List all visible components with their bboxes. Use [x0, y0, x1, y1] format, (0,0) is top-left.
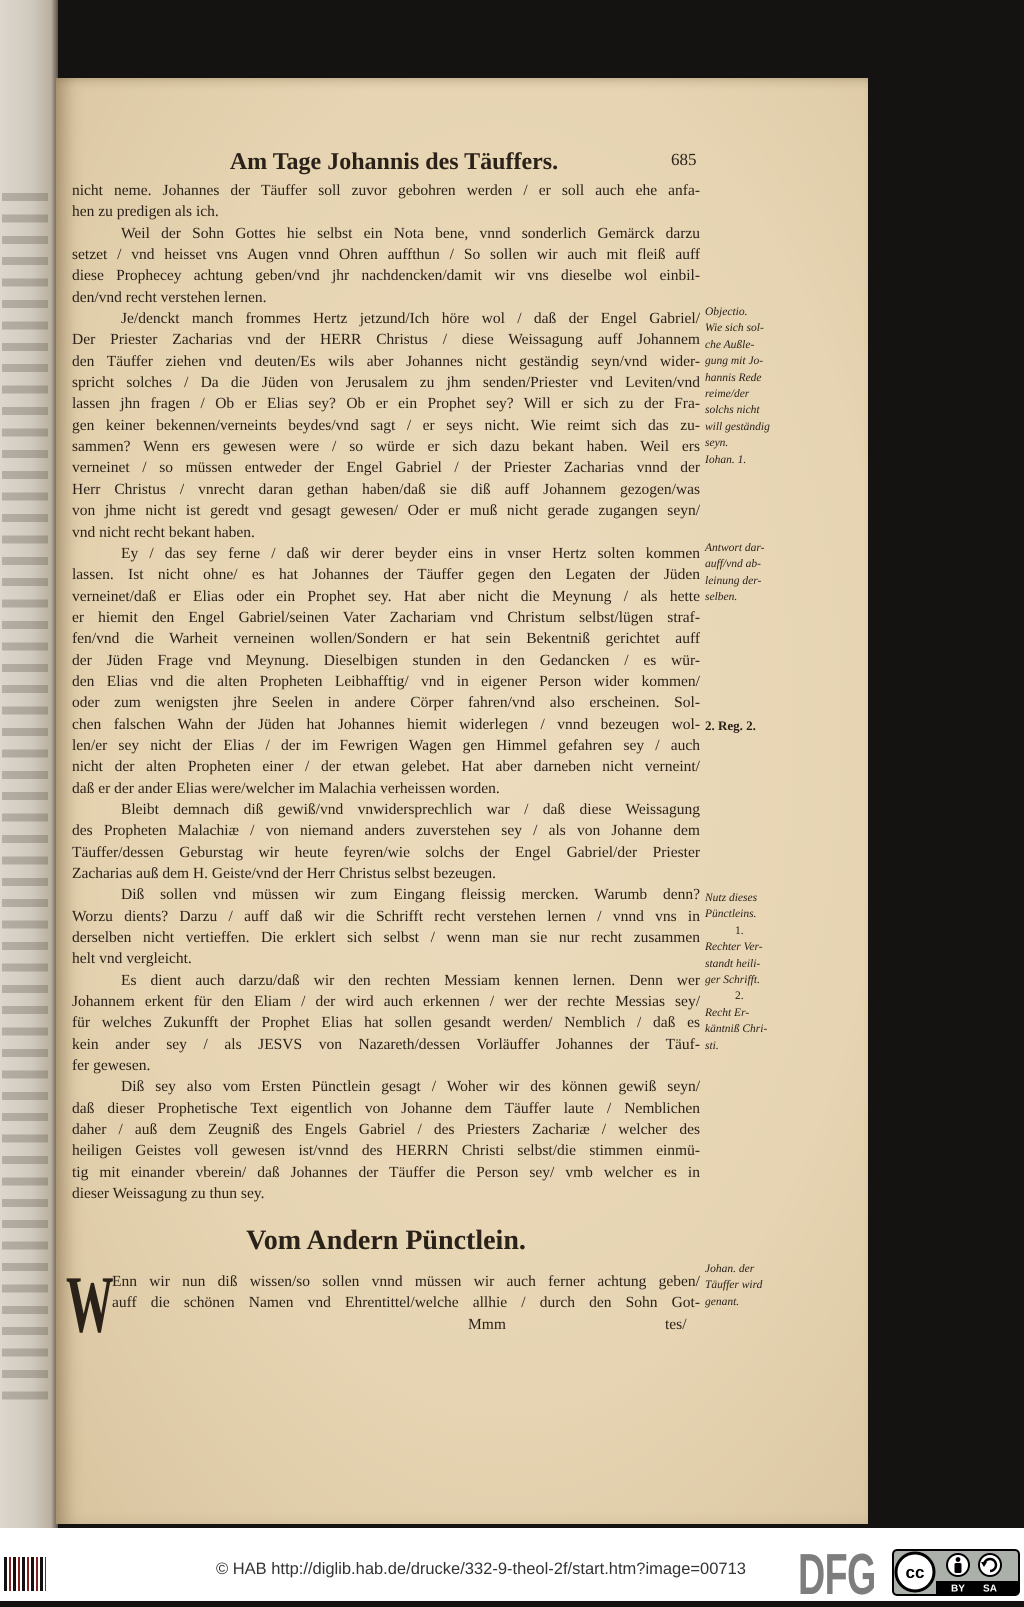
text-line: daß dieser Prophetische Text eigentlich von Johanne dem Täuffer laute / Nemblichen: [72, 1099, 700, 1117]
margin-note-reference: 2. Reg. 2.: [705, 718, 756, 733]
page-number: 685: [671, 150, 697, 169]
text-line: von jhme nicht ist geredt vnd gesagt gewesen/ Oder er muß nicht gerade zugangen seyn/: [72, 502, 700, 520]
text-line: Bleibt demnach diß gewiß/vnd vnwidersprechlich war / daß diese Weissagung: [121, 800, 700, 818]
text-line: nicht der alten Propheten einer / der etwan gelebet. Hat aber darneben nicht verneint/: [72, 758, 700, 776]
drop-cap: W: [66, 1260, 114, 1351]
text-line: spricht solches / Da die Jüden von Jerusalem zu jhm senden/Priester vnd Leviten/vnd: [72, 374, 700, 392]
margin-note-line: will geständig: [705, 420, 770, 433]
text-line: Zacharias auß dem H. Geiste/vnd der Herr Christus selbst bezeugen.: [72, 865, 496, 882]
text-line: Johannem erkent für den Eliam / der wird auch erkennen / wer der rechte Messias sey/: [72, 993, 700, 1011]
text-line: Diß sollen vnd müssen wir zum Eingang fleissig mercken. Warumb denn?: [121, 886, 700, 904]
section-text: [112, 1271, 700, 1314]
text-line: oder zum wenigsten jhre Seelen in andere Cörper fahren/vnd also erscheinen. Sol-: [72, 694, 700, 712]
text-line: helt vnd vergleicht.: [72, 950, 192, 968]
adjacent-page-edge: [0, 0, 58, 1528]
license-by-label: BY: [951, 1583, 965, 1595]
margin-note-line: käntniß Chri-: [705, 1023, 768, 1036]
text-line: für welches Zukunfft der Prophet Elias hat sollen gesandt werden/ Nemblich / daß es: [72, 1014, 700, 1032]
book-page: [56, 78, 868, 1524]
text-line: Weil der Sohn Gottes hie selbst ein Nota bene, vnnd sonderlich Gemärck darzu: [121, 224, 700, 242]
margin-note-use: [705, 890, 801, 1054]
viewer-footer: [0, 1528, 1024, 1607]
signature-mark: Mmm: [468, 1316, 506, 1333]
margin-note-line: hannis Rede: [705, 371, 762, 384]
margin-note-line: solchs nicht: [705, 404, 760, 417]
text-line: heiligen Geistes voll gewesen ist/vnnd des HERRN Christi selbst/die stimmen einmü-: [72, 1142, 700, 1160]
text-line: gen keiner bekennen/verneints beydes/vnd sagt / er seys nicht. Wie reimt sich das zu-: [72, 416, 700, 434]
margin-note-line: Recht Er-: [705, 1006, 750, 1019]
person-icon-body: [955, 1563, 962, 1573]
section-heading: Vom Andern Pünctlein.: [246, 1225, 526, 1256]
text-line: fen/vnd die Warheit verneinen wollen/Sondern er hat sein Bekentniß gerichtet auff: [72, 630, 700, 648]
text-line: kein ander sey / als JESVS von Nazareth/dessen Vorläuffer Johannes der Täuf-: [72, 1035, 700, 1053]
badge-label-strip: [936, 1581, 1018, 1594]
person-icon-head: [956, 1557, 961, 1562]
text-line: Enn wir nun diß wissen/so sollen vnnd müssen wir auch ferner achtung geben/: [112, 1273, 700, 1290]
margin-note-answer: [705, 540, 801, 606]
margin-note-line: Pünctleins.: [705, 908, 757, 921]
margin-note-line: Objectio.: [705, 306, 748, 318]
text-line: auff die schönen Namen vnd Ehrentittel/welche allhie / durch den Sohn Got-: [112, 1294, 700, 1312]
text-line: len/er sey nicht der Elias / der im Fewrigen Wagen gen Himmel gefahren sey / auch: [72, 736, 700, 754]
text-line: setzet / vnd heisset vns Augen vnnd Ohren auffthun / So sollen wir auch mit fleiß auff: [72, 246, 700, 264]
cc-icon-label: cc: [905, 1563, 925, 1582]
text-line: den Elias vnd die alten Propheten Leibhafftig/ vnd in eigener Person wider kommen/: [72, 672, 700, 690]
barcode-logo-icon: [4, 1557, 46, 1591]
text-line: den Täuffer ziehen vnd deuten/Es wils aber Johannes nicht geständig seyn/vnd wider-: [72, 352, 700, 370]
margin-note-line: genant.: [705, 1295, 740, 1308]
margin-note-number: 2.: [735, 990, 744, 1003]
adjacent-page-text-fragments: [2, 186, 48, 1406]
text-line: tig mit einander vberein/ daß Johannes der Täuffer die Person sey/ vmb welcher es in: [72, 1163, 700, 1181]
margin-note-line: ger Schrifft.: [705, 974, 760, 987]
text-line: daher / auß dem Zeugniß des Engels Gabriel / des Priesters Zachariæ / welcher des: [72, 1121, 700, 1139]
text-line: Herr Christus / vnrecht daran gethan haben/daß sie diß auff Johannem gezogen/was: [72, 480, 700, 498]
text-line: Ey / das sey ferne / daß wir derer beyder eins in vnser Hertz solten kommen: [121, 544, 700, 562]
text-line: vnd nicht recht bekant haben.: [72, 523, 255, 541]
margin-note-line: Johan. der: [705, 1263, 755, 1275]
text-line: Je/denckt manch frommes Hertz jetzund/Ich höre wol / daß der Engel Gabriel/: [121, 310, 700, 328]
text-line: diese Prophecey achtung geben/vnd jhr nachdencken/damit wir vns dieselbe wol einbil-: [72, 267, 700, 285]
text-line: lassen. Ist nicht ohne/ es hat Johannes der Täuffer gegen den Legaten der Jüden: [72, 566, 700, 584]
margin-note-line: Wie sich sol-: [705, 322, 764, 335]
margin-note-line: leinung der-: [705, 574, 762, 587]
margin-note-line: Rechter Ver-: [705, 941, 763, 954]
text-line: nicht neme. Johannes der Täuffer soll zuvor gebohren werden / er soll auch ehe anfa-: [72, 182, 700, 199]
margin-note-objection: [705, 304, 801, 468]
text-line: verneinet/daß er Elias oder ein Prophet sey. Hat aber nicht die Meynung / als hette: [72, 587, 700, 605]
text-line: des Propheten Malachiæ / von niemand anders zuverstehen sey / als von Johanne dem: [72, 822, 700, 840]
margin-note-line: Iohan. 1.: [705, 453, 747, 466]
margin-note-line: Täuffer wird: [705, 1279, 763, 1292]
text-line: daß er der ander Elias were/welcher im Malachia verheissen worden.: [72, 779, 500, 797]
body-text: [72, 180, 700, 1205]
text-line: Worzu dients? Darzu / auff daß wir die Schrifft recht verstehen lernen / vnnd vns in: [72, 907, 700, 925]
share-alike-icon: [979, 1554, 1001, 1576]
margin-note-naming: [705, 1261, 801, 1310]
margin-note-line: gung mit Jo-: [705, 355, 764, 368]
margin-note-line: che Außle-: [705, 338, 755, 351]
catchword: tes/: [665, 1316, 687, 1333]
source-credit: © HAB http://diglib.hab.de/drucke/332-9-theol-2f/start.htm?image=00713: [216, 1560, 746, 1578]
text-line: der Jüden Frage vnd Meynung. Dieselbigen stunden in den Gedancken / es wür-: [72, 651, 700, 669]
text-line: er hiemit den Engel Gabriel/seinen Vater Zachariam vnd Christum selbst/lügen straf-: [72, 608, 700, 626]
margin-note-line: standt heili-: [705, 957, 761, 970]
text-line: hen zu predigen als ich.: [72, 203, 219, 221]
text-line: derselben nicht vertieffen. Die erklert sich selbst / wenn man sie nur recht zusammen: [72, 929, 700, 947]
text-line: Es dient auch darzu/daß wir den rechten Messiam kennen lernen. Denn wer: [121, 971, 700, 989]
margin-note-line: Antwort dar-: [705, 542, 765, 554]
text-line: dieser Weissagung zu thun sey.: [72, 1185, 265, 1203]
text-line: fer gewesen.: [72, 1057, 151, 1075]
margin-note-line: Nutz dieses: [705, 892, 758, 904]
text-line: sammen? Wenn ers gewesen were / so würde er sich dazu bekant haben. Weil ers: [72, 438, 700, 456]
text-line: chen falschen Wahn der Jüden hat Johannes hiemit widerlegen / vnnd bezeugen wol-: [72, 715, 700, 733]
cc-license-badge: [892, 1549, 1020, 1596]
margin-note-line: sti.: [705, 1039, 719, 1052]
text-line: den/vnd recht verstehen lernen.: [72, 288, 267, 306]
text-line: Der Priester Zacharias vnd der HERR Christus / diese Weissagung auff Johannem: [72, 331, 700, 349]
text-line: lassen jhn fragen / Ob er Elias sey? Ob er ein Prophet sey? Will er sich zu der Fra-: [72, 395, 700, 413]
margin-note-number: 1.: [735, 924, 744, 937]
margin-note-line: seyn.: [705, 437, 729, 450]
text-line: Täuffer/dessen Geburstag wir heute feyren/wie solchs der Engel Gabriel/der Priester: [72, 843, 700, 861]
dfg-logo: DFG: [798, 1542, 876, 1607]
running-head: Am Tage Johannis des Täuffers.: [229, 149, 559, 175]
text-line: verneinet / so müssen entweder der Engel Gabriel / der Priester Zacharias vnnd der: [72, 459, 700, 477]
text-line: Diß sey also vom Ersten Pünctlein gesagt / Woher wir des können gewiß seyn/: [121, 1078, 700, 1096]
margin-note-line: selben.: [705, 591, 738, 604]
license-sa-label: SA: [983, 1583, 997, 1595]
margin-note-line: reime/der: [705, 388, 750, 401]
margin-note-line: auff/vnd ab-: [705, 558, 761, 571]
